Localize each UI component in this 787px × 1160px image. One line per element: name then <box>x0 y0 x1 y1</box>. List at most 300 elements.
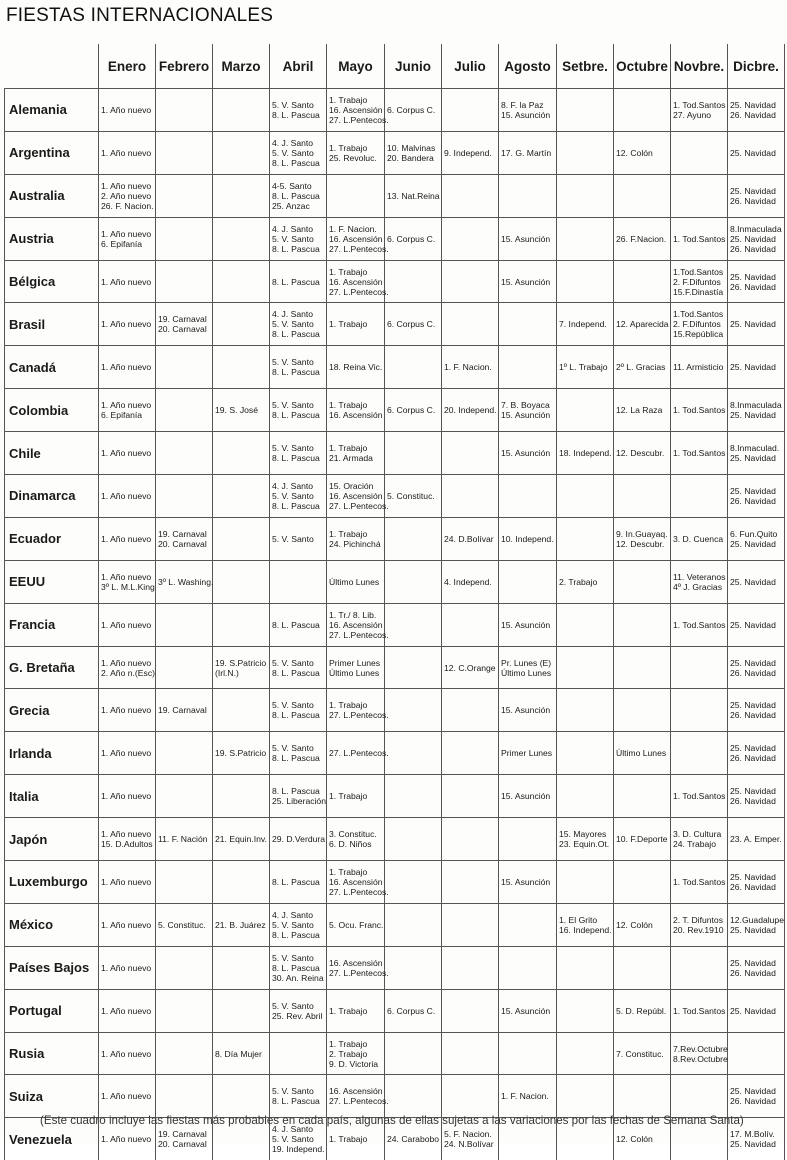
holiday-cell <box>213 131 270 174</box>
holiday-cell: 5. V. Santo 8. L. Pascua <box>270 346 327 389</box>
holiday-cell <box>442 260 499 303</box>
holiday-cell <box>557 775 614 818</box>
holiday-cell <box>614 603 671 646</box>
country-name: Dinamarca <box>5 475 99 518</box>
holiday-cell <box>671 689 728 732</box>
holiday-cell <box>499 560 557 603</box>
holiday-cell: 12. Colón <box>614 131 671 174</box>
holiday-cell: 5. V. Santo 8. L. Pascua <box>270 389 327 432</box>
holiday-cell <box>499 346 557 389</box>
holiday-cell: 1. Año nuevo <box>99 432 156 475</box>
holiday-cell: 25. Navidad <box>728 303 785 346</box>
holiday-cell: 1. Año nuevo <box>99 775 156 818</box>
holiday-cell: 19. S.Patricio (Irl.N.) <box>213 646 270 689</box>
holiday-cell: 1. Año nuevo <box>99 303 156 346</box>
country-name: Australia <box>5 174 99 217</box>
holiday-cell: 2º L. Gracias <box>614 346 671 389</box>
country-name: Luxemburgo <box>5 861 99 904</box>
holiday-cell: 1. Año nuevo 2. Año n.(Esc) <box>99 646 156 689</box>
holiday-cell <box>442 217 499 260</box>
holiday-cell: 15. Asunción <box>499 689 557 732</box>
holiday-cell: 3. D. Cultura 24. Trabajo <box>671 818 728 861</box>
holiday-cell: 5. Constituc. <box>156 903 213 946</box>
holiday-cell: 1. Trabajo <box>327 1118 385 1160</box>
holiday-cell <box>385 903 442 946</box>
holiday-cell: 1. F. Nacion. 16. Ascensión 27. L.Pentecos. <box>327 217 385 260</box>
holiday-cell <box>385 689 442 732</box>
holiday-cell: 16. Ascensión 27. L.Pentecos. <box>327 946 385 989</box>
holiday-cell: 1. Trabajo 24. Pichinchá <box>327 517 385 560</box>
holiday-cell <box>442 1075 499 1118</box>
holiday-cell: 19. Carnaval 20. Carnaval <box>156 1118 213 1160</box>
holiday-cell: 1. Año nuevo 6. Epifanía <box>99 217 156 260</box>
holiday-cell: 18. Independ. <box>557 432 614 475</box>
holiday-cell <box>614 89 671 132</box>
holiday-cell <box>671 475 728 518</box>
holiday-cell <box>385 861 442 904</box>
holiday-cell: Primer Lunes Último Lunes <box>327 646 385 689</box>
holiday-cell <box>499 174 557 217</box>
holiday-cell: 6. Corpus C. <box>385 303 442 346</box>
holiday-cell <box>499 475 557 518</box>
holiday-cell <box>442 946 499 989</box>
country-name: Chile <box>5 432 99 475</box>
holiday-cell: 1.Tod.Santos 2. F.Difuntos 15.República <box>671 303 728 346</box>
month-header: Mayo <box>327 44 385 89</box>
holiday-cell: 6. Corpus C. <box>385 89 442 132</box>
holiday-cell: 25. Navidad <box>728 560 785 603</box>
holiday-cell <box>557 517 614 560</box>
holiday-cell <box>728 1032 785 1075</box>
month-header: Julio <box>442 44 499 89</box>
table-row <box>5 1075 785 1118</box>
table-row <box>5 475 785 518</box>
holiday-cell <box>499 1032 557 1075</box>
holiday-cell: 25. Navidad 26. Navidad <box>728 732 785 775</box>
holiday-cell: 1. Año nuevo <box>99 732 156 775</box>
holiday-cell <box>213 89 270 132</box>
country-name: Colombia <box>5 389 99 432</box>
holiday-cell <box>614 260 671 303</box>
holiday-cell: 21. Equin.Inv. <box>213 818 270 861</box>
holiday-cell <box>385 346 442 389</box>
holiday-cell: 5. V. Santo 8. L. Pascua <box>270 732 327 775</box>
country-name: Ecuador <box>5 517 99 560</box>
holiday-cell <box>213 517 270 560</box>
holiday-cell: 19. Carnaval 20. Carnaval <box>156 303 213 346</box>
holiday-cell <box>442 475 499 518</box>
holiday-cell <box>156 217 213 260</box>
table-row <box>5 560 785 603</box>
holiday-cell <box>156 346 213 389</box>
holiday-cell <box>213 603 270 646</box>
holiday-cell: 8.Inmaculada 25. Navidad <box>728 389 785 432</box>
table-row <box>5 303 785 346</box>
holiday-cell <box>671 174 728 217</box>
holiday-cell <box>557 174 614 217</box>
holiday-cell <box>156 989 213 1032</box>
holiday-cell: 12.Guadalupe 25. Navidad <box>728 903 785 946</box>
month-header: Agosto <box>499 44 557 89</box>
holiday-cell <box>213 775 270 818</box>
country-name: Grecia <box>5 689 99 732</box>
holiday-cell: 1. Año nuevo <box>99 603 156 646</box>
holiday-cell: 25. Navidad 26. Navidad <box>728 174 785 217</box>
holiday-cell: 4. J. Santo 5. V. Santo 19. Independ. <box>270 1118 327 1160</box>
holiday-cell: 26. F.Nacion. <box>614 217 671 260</box>
holiday-cell: 19. S. José <box>213 389 270 432</box>
holiday-cell <box>557 131 614 174</box>
holiday-cell: 12. La Raza <box>614 389 671 432</box>
table-row <box>5 646 785 689</box>
holiday-cell <box>213 989 270 1032</box>
holiday-cell <box>385 603 442 646</box>
holiday-cell <box>270 1032 327 1075</box>
holiday-cell <box>442 861 499 904</box>
holiday-cell <box>557 89 614 132</box>
country-name: Brasil <box>5 303 99 346</box>
holiday-cell: 12. C.Orange <box>442 646 499 689</box>
holiday-cell: 2. T. Difuntos 20. Rev.1910 <box>671 903 728 946</box>
holiday-cell: 6. Corpus C. <box>385 217 442 260</box>
holiday-cell: 2. Trabajo <box>557 560 614 603</box>
holiday-cell: 4. J. Santo 5. V. Santo 8. L. Pascua <box>270 303 327 346</box>
holiday-cell: 5. V. Santo 25. Rev. Abril <box>270 989 327 1032</box>
holiday-cell <box>442 989 499 1032</box>
holiday-cell: 4. J. Santo 5. V. Santo 8. L. Pascua <box>270 903 327 946</box>
holiday-cell: 5. Ocu. Franc. <box>327 903 385 946</box>
country-name: Argentina <box>5 131 99 174</box>
holiday-cell: Último Lunes <box>327 560 385 603</box>
holiday-cell: 8. L. Pascua <box>270 861 327 904</box>
holiday-cell <box>385 1032 442 1075</box>
holiday-cell: 1. Año nuevo <box>99 475 156 518</box>
holiday-cell <box>156 603 213 646</box>
holiday-cell: 8.Inmaculad. 25. Navidad <box>728 432 785 475</box>
holiday-cell <box>385 646 442 689</box>
month-header: Octubre <box>614 44 671 89</box>
country-name: Alemania <box>5 89 99 132</box>
holiday-cell <box>385 818 442 861</box>
holiday-cell: 15. Asunción <box>499 603 557 646</box>
holiday-cell <box>442 818 499 861</box>
holiday-cell: 5. Constituc. <box>385 475 442 518</box>
holiday-cell: 29. D.Verdura <box>270 818 327 861</box>
holiday-cell: 12. Colón <box>614 903 671 946</box>
table-row <box>5 946 785 989</box>
holiday-cell: 5. D. Repúbl. <box>614 989 671 1032</box>
holiday-cell: 5. V. Santo <box>270 517 327 560</box>
holiday-cell: 1. Año nuevo 2. Año nuevo 26. F. Nacion. <box>99 174 156 217</box>
month-header: Novbre. <box>671 44 728 89</box>
month-header: Enero <box>99 44 156 89</box>
holidays-table <box>4 44 785 1160</box>
holiday-cell <box>442 732 499 775</box>
holiday-cell <box>499 946 557 989</box>
holiday-cell: 1. Trabajo <box>327 775 385 818</box>
table-row <box>5 903 785 946</box>
holiday-cell <box>557 861 614 904</box>
holiday-cell: 1. Tod.Santos <box>671 603 728 646</box>
holiday-cell: 11. F. Nación <box>156 818 213 861</box>
holiday-cell <box>442 603 499 646</box>
holiday-cell: 1. Trabajo 2. Trabajo 9. D. Victoria <box>327 1032 385 1075</box>
country-name: Portugal <box>5 989 99 1032</box>
month-header: Dicbre. <box>728 44 785 89</box>
holiday-cell: 1. Tod.Santos 27. Ayuno <box>671 89 728 132</box>
holiday-cell: 1. Año nuevo <box>99 903 156 946</box>
holiday-cell <box>156 131 213 174</box>
holiday-cell <box>557 603 614 646</box>
holiday-cell: 1. Año nuevo <box>99 1032 156 1075</box>
holiday-cell: 8. L. Pascua <box>270 603 327 646</box>
country-name: Italia <box>5 775 99 818</box>
holiday-cell: 1. Trabajo 16. Ascensión 27. L.Pentecos. <box>327 89 385 132</box>
country-name: G. Bretaña <box>5 646 99 689</box>
holiday-cell: 10. Malvinas 20. Bandera <box>385 131 442 174</box>
holiday-cell <box>671 946 728 989</box>
table-row <box>5 217 785 260</box>
holiday-cell: 5. V. Santo 8. L. Pascua <box>270 89 327 132</box>
header-row <box>5 44 785 89</box>
holiday-cell <box>213 432 270 475</box>
holiday-cell: 25. Navidad 26. Navidad <box>728 89 785 132</box>
corner-cell <box>5 44 99 89</box>
holiday-cell: 15. Asunción <box>499 260 557 303</box>
holiday-cell: 1. Trabajo 16. Ascensión <box>327 389 385 432</box>
holiday-cell <box>442 1032 499 1075</box>
holiday-cell <box>614 560 671 603</box>
holiday-cell: 7. Constituc. <box>614 1032 671 1075</box>
holiday-cell: 25. Navidad 26. Navidad <box>728 475 785 518</box>
holiday-cell <box>442 89 499 132</box>
holiday-cell <box>156 174 213 217</box>
holiday-cell <box>614 689 671 732</box>
holiday-cell: 1. Año nuevo <box>99 260 156 303</box>
holiday-cell <box>385 732 442 775</box>
country-name: Rusia <box>5 1032 99 1075</box>
table-row <box>5 1032 785 1075</box>
holiday-cell <box>213 303 270 346</box>
holiday-cell <box>442 775 499 818</box>
holiday-cell <box>557 389 614 432</box>
holiday-cell: 15. Asunción <box>499 989 557 1032</box>
holiday-cell: 11. Veteranos 4º J. Gracias <box>671 560 728 603</box>
holiday-cell <box>156 775 213 818</box>
country-name: Irlanda <box>5 732 99 775</box>
holiday-cell <box>270 560 327 603</box>
holiday-cell: 17. M.Bolív. 25. Navidad <box>728 1118 785 1160</box>
holiday-cell: 1. Año nuevo 3º L. M.L.King <box>99 560 156 603</box>
table-row <box>5 260 785 303</box>
holiday-cell <box>385 432 442 475</box>
holiday-cell: 12. Aparecida <box>614 303 671 346</box>
holiday-cell: 1. El Grito 16. Independ. <box>557 903 614 946</box>
holiday-cell: 5. V. Santo 8. L. Pascua <box>270 689 327 732</box>
holiday-cell: 4. J. Santo 5. V. Santo 8. L. Pascua <box>270 131 327 174</box>
holiday-cell: 8. L. Pascua <box>270 260 327 303</box>
holiday-cell: 3. D. Cuenca <box>671 517 728 560</box>
holiday-cell: Primer Lunes <box>499 732 557 775</box>
holiday-cell: 15. Asunción <box>499 775 557 818</box>
holiday-cell <box>213 946 270 989</box>
holiday-cell: 1. Tod.Santos <box>671 432 728 475</box>
holiday-cell <box>213 861 270 904</box>
holiday-cell: 1. Trabajo <box>327 989 385 1032</box>
holiday-cell: 1.Tod.Santos 2. F.Difuntos 15.F.Dinastía <box>671 260 728 303</box>
holiday-cell <box>156 389 213 432</box>
holiday-cell: 1. Trabajo 25. Revoluc. <box>327 131 385 174</box>
holiday-cell <box>156 260 213 303</box>
table-row <box>5 131 785 174</box>
holiday-cell: 1. Año nuevo <box>99 861 156 904</box>
holiday-cell: 1. Tod.Santos <box>671 775 728 818</box>
holiday-cell: 4. J. Santo 5. V. Santo 8. L. Pascua <box>270 217 327 260</box>
holiday-cell: 21. B. Juárez <box>213 903 270 946</box>
holiday-cell: 25. Navidad 26. Navidad <box>728 689 785 732</box>
country-name: México <box>5 903 99 946</box>
holiday-cell <box>557 217 614 260</box>
holiday-cell: 17. G. Martín <box>499 131 557 174</box>
table-row <box>5 732 785 775</box>
holiday-cell <box>213 217 270 260</box>
table-row <box>5 174 785 217</box>
holiday-cell: 24. D.Bolívar <box>442 517 499 560</box>
holiday-cell: 15. Asunción <box>499 217 557 260</box>
holiday-cell: 3. Constituc. 6. D. Niños <box>327 818 385 861</box>
holiday-cell: 1. Año nuevo <box>99 346 156 389</box>
holiday-cell <box>614 475 671 518</box>
holiday-cell <box>385 560 442 603</box>
holiday-cell: 9. Independ. <box>442 131 499 174</box>
holiday-cell: 1. Trabajo 27. L.Pentecos. <box>327 689 385 732</box>
country-name: Venezuela <box>5 1118 99 1160</box>
holiday-cell: 1. Año nuevo 6. Epifanía <box>99 389 156 432</box>
holiday-cell <box>156 946 213 989</box>
holiday-cell: 5. V. Santo 8. L. Pascua <box>270 646 327 689</box>
table-row <box>5 89 785 132</box>
month-header: Marzo <box>213 44 270 89</box>
holiday-cell <box>614 775 671 818</box>
holiday-cell: 8. F. la Paz 15. Asunción <box>499 89 557 132</box>
holiday-cell <box>156 475 213 518</box>
holiday-cell: 7.Rev.Octubre 8.Rev.Octubre <box>671 1032 728 1075</box>
holiday-cell <box>442 174 499 217</box>
country-name: Suiza <box>5 1075 99 1118</box>
holiday-cell: 9. In.Guayaq. 12. Descubr. <box>614 517 671 560</box>
country-name: Países Bajos <box>5 946 99 989</box>
holiday-cell <box>442 432 499 475</box>
holiday-cell: 18. Reina Vic. <box>327 346 385 389</box>
holiday-cell <box>385 946 442 989</box>
holiday-cell <box>442 903 499 946</box>
country-name: Bélgica <box>5 260 99 303</box>
table-row <box>5 389 785 432</box>
holiday-cell: 25. Navidad <box>728 603 785 646</box>
holiday-cell <box>156 89 213 132</box>
holiday-cell: 4. J. Santo 5. V. Santo 8. L. Pascua <box>270 475 327 518</box>
holiday-cell: 25. Navidad <box>728 131 785 174</box>
holiday-cell: 13. Nat.Reina <box>385 174 442 217</box>
holiday-cell: 19. S.Patricio <box>213 732 270 775</box>
holiday-cell <box>385 260 442 303</box>
table-row <box>5 517 785 560</box>
holiday-cell: 1. Año nuevo <box>99 517 156 560</box>
holiday-cell: 1. Tod.Santos <box>671 217 728 260</box>
holiday-cell: 25. Navidad 26. Navidad <box>728 260 785 303</box>
holiday-cell: 1. Año nuevo <box>99 689 156 732</box>
holiday-cell: 5. V. Santo 8. L. Pascua 30. An. Reina <box>270 946 327 989</box>
holiday-cell <box>614 174 671 217</box>
holiday-cell: 1. Trabajo <box>327 303 385 346</box>
holiday-cell: 5. V. Santo 8. L. Pascua <box>270 1075 327 1118</box>
holiday-cell <box>156 432 213 475</box>
holiday-cell: 15. Asunción <box>499 861 557 904</box>
holiday-cell <box>557 989 614 1032</box>
holiday-cell <box>156 646 213 689</box>
holiday-cell: 25. Navidad <box>728 989 785 1032</box>
holiday-cell: 19. Carnaval <box>156 689 213 732</box>
country-name: Francia <box>5 603 99 646</box>
holiday-cell: 27. L.Pentecos. <box>327 732 385 775</box>
country-name: Austria <box>5 217 99 260</box>
holiday-cell <box>213 1075 270 1118</box>
holiday-cell: 5. V. Santo 8. L. Pascua <box>270 432 327 475</box>
holiday-cell: 1. Año nuevo <box>99 131 156 174</box>
holiday-cell: 6. Corpus C. <box>385 989 442 1032</box>
holiday-cell: 6. Fun.Quito 25. Navidad <box>728 517 785 560</box>
holiday-cell: 10. F.Deporte <box>614 818 671 861</box>
footer-note: (Este cuadro incluye las fiestas más probables en cada país, algunas de ellas sujetas a las variaciones por las fechas de Semana Santa) <box>40 1114 744 1127</box>
holiday-cell: 1. Trabajo 21. Armada <box>327 432 385 475</box>
holiday-cell: 8. Día Mujer <box>213 1032 270 1075</box>
month-header: Setbre. <box>557 44 614 89</box>
holiday-cell <box>442 303 499 346</box>
holiday-cell: 25. Navidad 26. Navidad <box>728 775 785 818</box>
holiday-cell <box>557 646 614 689</box>
table-body <box>5 89 785 1160</box>
table-row <box>5 989 785 1032</box>
holiday-cell: 15. Oración 16. Ascensión 27. L.Pentecos. <box>327 475 385 518</box>
holiday-cell <box>499 818 557 861</box>
holiday-cell: 1. F. Nacion. <box>499 1075 557 1118</box>
holiday-cell <box>557 732 614 775</box>
holiday-cell: 1. Año nuevo <box>99 1118 156 1160</box>
holiday-cell <box>213 560 270 603</box>
holiday-cell <box>671 131 728 174</box>
holiday-cell <box>557 689 614 732</box>
holiday-cell: 4. Independ. <box>442 560 499 603</box>
country-name: EEUU <box>5 560 99 603</box>
holiday-cell: 25. Navidad 26. Navidad <box>728 861 785 904</box>
holiday-cell: 15. Mayores 23. Equin.Ot. <box>557 818 614 861</box>
holiday-cell: 1. Año nuevo <box>99 1075 156 1118</box>
holiday-cell <box>614 946 671 989</box>
holiday-cell <box>156 1075 213 1118</box>
holiday-cell <box>671 732 728 775</box>
holiday-cell <box>213 689 270 732</box>
holiday-cell <box>156 732 213 775</box>
holiday-cell: 1. Año nuevo 15. D.Adultos <box>99 818 156 861</box>
holiday-cell: 10. Independ. <box>499 517 557 560</box>
table-row <box>5 603 785 646</box>
holiday-cell <box>614 646 671 689</box>
holiday-cell: 1. Trabajo 16. Ascensión 27. L.Pentecos. <box>327 260 385 303</box>
holiday-cell: 1. Tod.Santos <box>671 989 728 1032</box>
table-row <box>5 775 785 818</box>
holiday-cell <box>442 689 499 732</box>
holiday-cell: 1. Tr./ 8. Lib. 16. Ascensión 27. L.Pentecos. <box>327 603 385 646</box>
